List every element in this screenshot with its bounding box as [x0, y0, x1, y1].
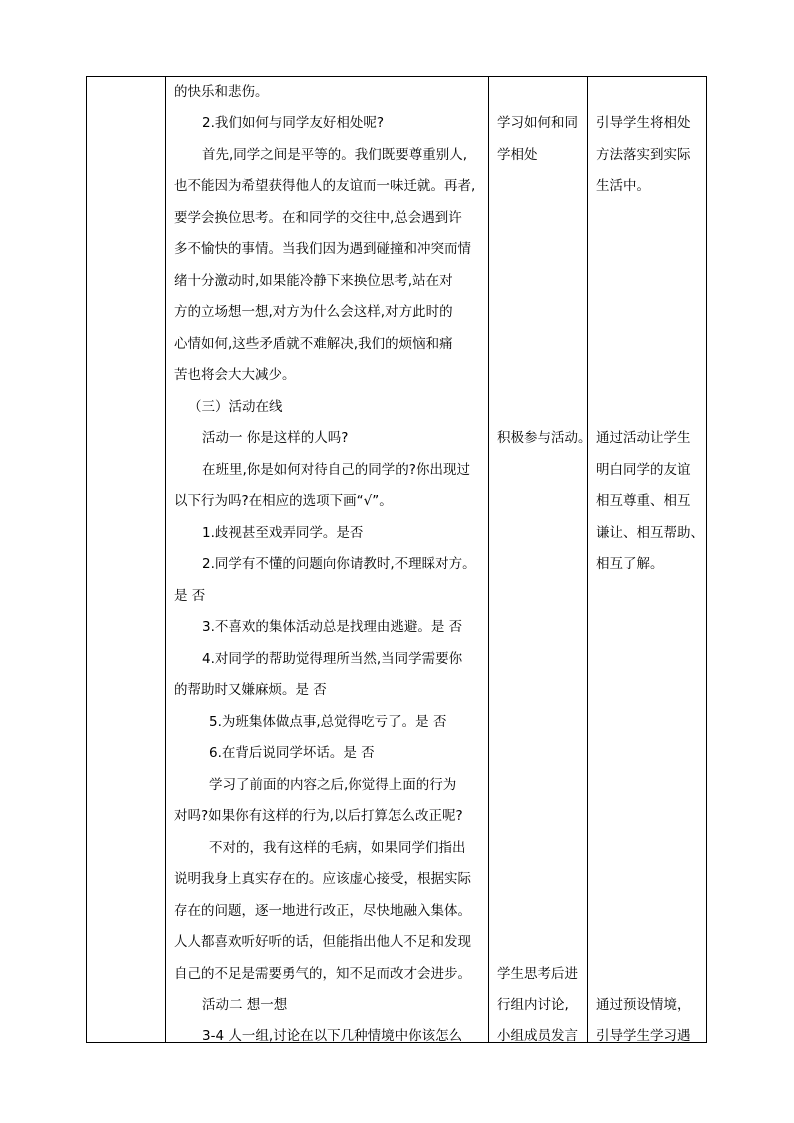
question-options: 是 否 — [174, 588, 206, 604]
question-item: 4.对同学的帮助觉得理所当然,当同学需要你 — [202, 651, 463, 667]
content-line: 以下行为吗?在相应的选项下画“√”。 — [174, 493, 393, 509]
table-left-border — [86, 76, 87, 1043]
activity-heading: 活动一 你是这样的人吗? — [202, 430, 349, 446]
student-line: 小组成员发言 — [497, 1028, 578, 1044]
intent-line: 谦让、相互帮助、 — [596, 525, 704, 541]
lesson-plan-table — [86, 76, 707, 1043]
table-top-border — [86, 76, 707, 77]
question-item: 1.歧视甚至戏弄同学。是否 — [202, 525, 364, 541]
intent-line: 引导学生学习遇 — [596, 1028, 691, 1044]
content-line: 说明我身上真实存在的。应该虚心接受，根据实际 — [174, 871, 471, 887]
content-line: 学习了前面的内容之后,你觉得上面的行为 — [209, 777, 457, 793]
table-right-border — [706, 76, 707, 1043]
content-line: 的快乐和悲伤。 — [174, 84, 269, 100]
question-item: 6.在背后说同学坏话。是 否 — [209, 745, 375, 761]
activity-heading: 活动二 想一想 — [202, 997, 288, 1013]
content-line: 苦也将会大大减少。 — [174, 367, 296, 383]
content-line: 自己的不足是需要勇气的，知不足而改才会进步。 — [174, 966, 471, 982]
content-line: 绪十分激动时,如果能冷静下来换位思考,站在对 — [174, 273, 453, 289]
column-divider-1 — [165, 76, 166, 1043]
intent-line: 相互尊重、相互 — [596, 493, 691, 509]
question-item: 5.为班集体做点事,总觉得吃亏了。是 否 — [209, 714, 447, 730]
content-line: 人人都喜欢听好听的话，但能指出他人不足和发现 — [174, 934, 471, 950]
section-heading: （三）活动在线 — [188, 399, 283, 415]
content-line: 方的立场想一想,对方为什么会这样,对方此时的 — [174, 304, 453, 320]
student-line: 学相处 — [497, 147, 538, 163]
intent-line: 引导学生将相处 — [596, 115, 691, 131]
content-line: 2.我们如何与同学友好相处呢? — [202, 115, 385, 131]
question-item: 的帮助时又嫌麻烦。是 否 — [174, 682, 327, 698]
intent-line: 方法落实到实际 — [596, 147, 691, 163]
column-divider-2 — [488, 76, 489, 1043]
content-line: 不对的，我有这样的毛病，如果同学们指出 — [209, 840, 466, 856]
intent-line: 生活中。 — [596, 178, 650, 194]
student-line: 学生思考后进 — [497, 966, 578, 982]
content-line: 存在的问题，逐一地进行改正，尽快地融入集体。 — [174, 903, 471, 919]
student-line: 积极参与活动。 — [497, 430, 592, 446]
content-line: 要学会换位思考。在和同学的交往中,总会遇到许 — [174, 210, 462, 226]
intent-line: 通过预设情境， — [596, 997, 691, 1013]
content-line: 3-4 人一组,讨论在以下几种情境中你该怎么 — [202, 1028, 463, 1044]
intent-line: 相互了解。 — [596, 556, 664, 572]
question-item: 2.同学有不懂的问题向你请教时,不理睬对方。 — [202, 556, 476, 572]
content-line: 心情如何,这些矛盾就不难解决,我们的烦恼和痛 — [174, 336, 453, 352]
content-line: 对吗?如果你有这样的行为,以后打算怎么改正呢? — [174, 808, 463, 824]
column-divider-3 — [587, 76, 588, 1043]
content-line: 首先,同学之间是平等的。我们既要尊重别人, — [202, 147, 468, 163]
content-line: 在班里,你是如何对待自己的同学的?你出现过 — [202, 462, 470, 478]
intent-line: 明白同学的友谊 — [596, 462, 691, 478]
content-line: 也不能因为希望获得他人的友谊而一味迁就。再者, — [174, 178, 476, 194]
content-line: 多不愉快的事情。当我们因为遇到碰撞和冲突而情 — [174, 241, 471, 257]
student-line: 行组内讨论, — [497, 997, 569, 1013]
student-line: 学习如何和同 — [497, 115, 578, 131]
intent-line: 通过活动让学生 — [596, 430, 691, 446]
question-item: 3.不喜欢的集体活动总是找理由逃避。是 否 — [202, 619, 463, 635]
